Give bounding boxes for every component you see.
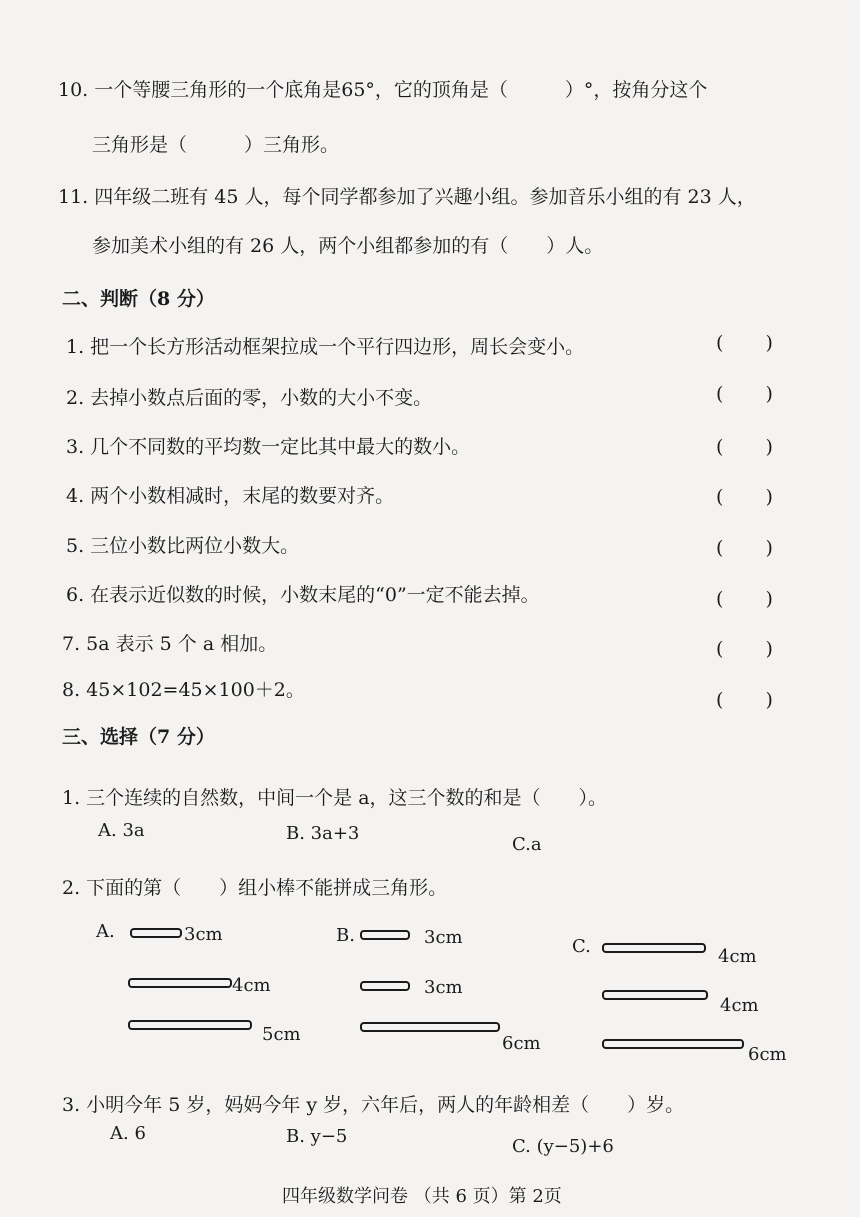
group-c-stick-3-label: 6cm: [748, 1044, 787, 1065]
section-choice-title: 三、选择（7 分）: [62, 726, 215, 748]
group-b-stick-1-label: 3cm: [424, 927, 463, 948]
group-c-stick-1-label: 4cm: [718, 946, 757, 967]
group-a-stick-2-label: 4cm: [232, 975, 271, 996]
group-b-stick-3: [360, 1022, 500, 1032]
judge-answer-3[interactable]: ( ): [716, 436, 791, 458]
group-b-stick-1: [360, 930, 410, 940]
choice-q2-stem: 2. 下面的第（ ）组小棒不能拼成三角形。: [62, 877, 448, 899]
judge-item-4: 4. 两个小数相减时，末尾的数要对齐。: [66, 485, 395, 507]
judge-item-6: 6. 在表示近似数的时候，小数末尾的“0”一定不能去掉。: [66, 584, 540, 606]
judge-answer-2[interactable]: ( ): [716, 383, 791, 405]
choice-q1-option-c[interactable]: C.a: [512, 834, 542, 855]
judge-item-3: 3. 几个不同数的平均数一定比其中最大的数小。: [66, 436, 471, 458]
choice-q3-stem: 3. 小明今年 5 岁，妈妈今年 y 岁，六年后，两人的年龄相差（ ）岁。: [62, 1094, 685, 1116]
group-b-stick-2: [360, 981, 410, 991]
page-footer: 四年级数学问卷 （共 6 页）第 2页: [282, 1186, 562, 1207]
group-a-stick-3: [128, 1020, 252, 1030]
group-a-stick-2: [128, 978, 232, 988]
choice-q1-option-a[interactable]: A. 3a: [98, 820, 145, 841]
question-11-line2: 参加美术小组的有 26 人，两个小组都参加的有（ ）人。: [92, 235, 604, 257]
group-c-stick-2: [602, 990, 708, 1000]
judge-answer-4[interactable]: ( ): [716, 486, 791, 508]
group-c-stick-3: [602, 1039, 744, 1049]
group-c-stick-1: [602, 943, 706, 953]
choice-q3-option-b[interactable]: B. y−5: [286, 1126, 348, 1147]
question-10-line2: 三角形是（ ）三角形。: [92, 134, 340, 156]
judge-item-7: 7. 5a 表示 5 个 a 相加。: [62, 633, 278, 655]
group-b-label[interactable]: B.: [336, 925, 355, 946]
choice-q3-option-c[interactable]: C. (y−5)+6: [512, 1136, 614, 1157]
choice-q1-stem: 1. 三个连续的自然数，中间一个是 a，这三个数的和是（ ）。: [62, 787, 608, 809]
group-c-label[interactable]: C.: [572, 936, 591, 957]
judge-answer-8[interactable]: ( ): [716, 689, 791, 711]
group-a-stick-1: [130, 928, 182, 938]
group-c-stick-2-label: 4cm: [720, 995, 759, 1016]
judge-answer-1[interactable]: ( ): [716, 332, 791, 354]
question-11-line1: 11. 四年级二班有 45 人，每个同学都参加了兴趣小组。参加音乐小组的有 23 人，: [58, 186, 756, 208]
judge-item-5: 5. 三位小数比两位小数大。: [66, 535, 300, 557]
judge-item-1: 1. 把一个长方形活动框架拉成一个平行四边形，周长会变小。: [66, 336, 585, 358]
judge-answer-6[interactable]: ( ): [716, 588, 791, 610]
group-a-stick-1-label: 3cm: [184, 924, 223, 945]
choice-q1-option-b[interactable]: B. 3a+3: [286, 823, 360, 844]
judge-answer-7[interactable]: ( ): [716, 638, 791, 660]
judge-item-2: 2. 去掉小数点后面的零，小数的大小不变。: [66, 387, 433, 409]
section-judge-title: 二、判断（8 分）: [62, 288, 215, 310]
judge-answer-5[interactable]: ( ): [716, 537, 791, 559]
group-a-label[interactable]: A.: [96, 921, 115, 942]
judge-item-8: 8. 45×102=45×100＋2。: [62, 679, 305, 701]
group-a-stick-3-label: 5cm: [262, 1024, 301, 1045]
group-b-stick-2-label: 3cm: [424, 977, 463, 998]
choice-q3-option-a[interactable]: A. 6: [110, 1123, 146, 1144]
group-b-stick-3-label: 6cm: [502, 1033, 541, 1054]
question-10-line1: 10. 一个等腰三角形的一个底角是65°，它的顶角是（ ）°，按角分这个: [58, 79, 708, 101]
